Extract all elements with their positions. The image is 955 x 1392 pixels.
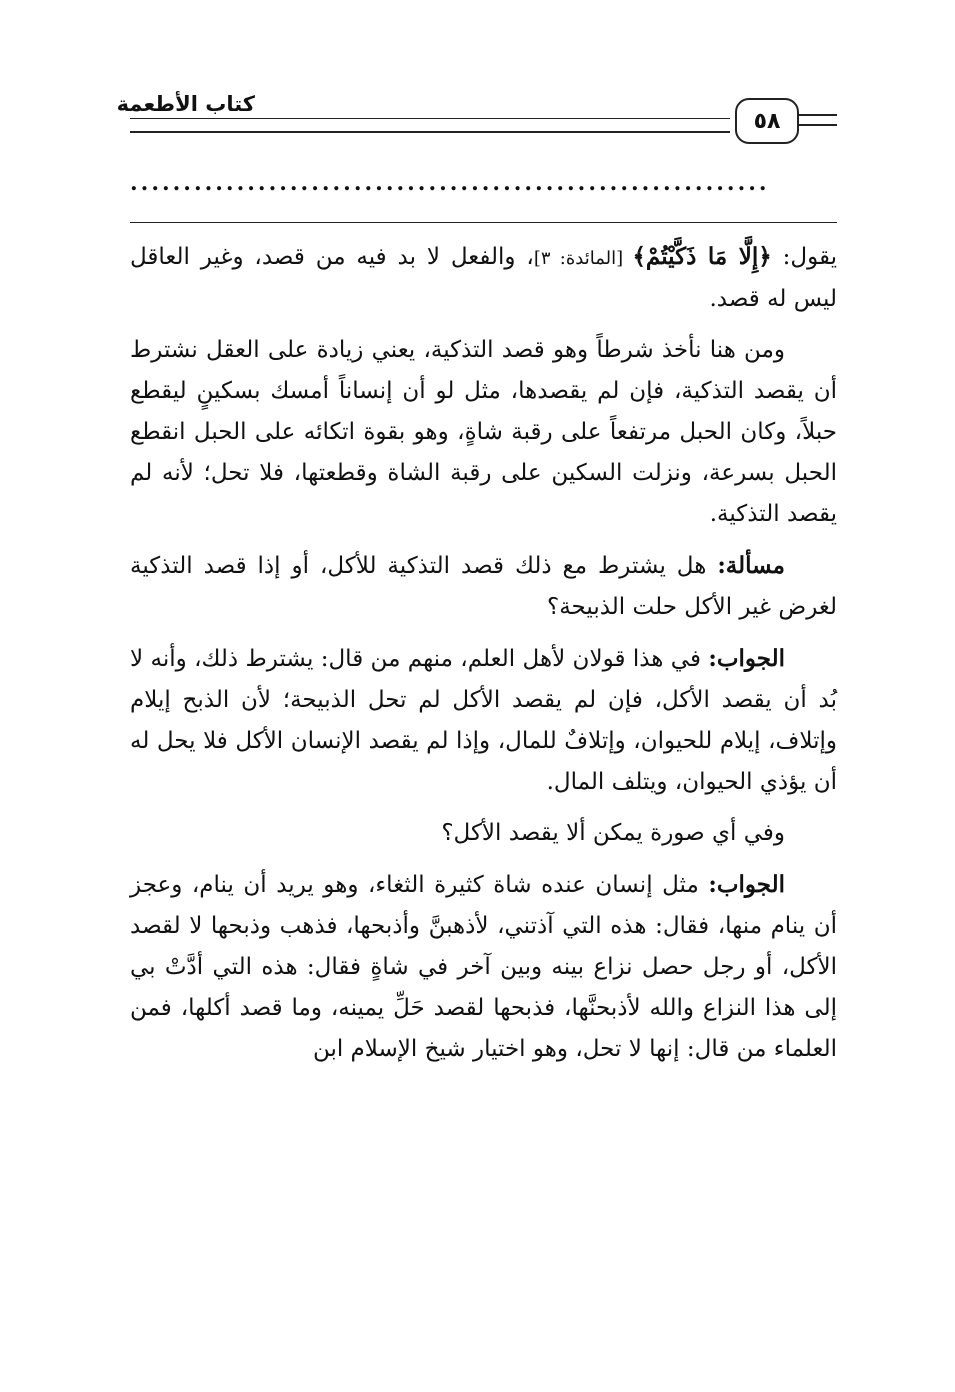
question-label: مسألة:: [717, 552, 785, 579]
answer-label-2: الجواب:: [708, 871, 785, 898]
separator-line: [130, 222, 837, 223]
paragraph-question-2: وفي أي صورة يمكن ألا يقصد الأكل؟: [441, 820, 785, 846]
answer-label: الجواب:: [708, 645, 785, 672]
p1-before: يقول:: [771, 244, 837, 270]
answer-text-2: مثل إنسان عنده شاة كثيرة الثغاء، وهو يريد أن ينام، وعجز أن ينام منها، فقال: هذه التي آذتني، لأذهبنَّ وأذبحها، فذهب وذبحها لا لقصد الأكل، أو رجل حصل نزاع بينه وبين آخر في شاةٍ فقال: هذه التي أدَّتْ بي إلى هذا النزاع والله لأذبحنَّها، فذبحها لقصد حَلِّ يمينه، وما قصد أكلها، فمن العلماء من قال: إنها لا تحل، وهو اختيار شيخ الإسلام ابن: [130, 872, 837, 1062]
answer-text: في هذا قولان لأهل العلم، منهم من قال: يشترط ذلك، وأنه لا بُد أن يقصد الأكل، فإن لم يقصد الأكل لم تحل الذبيحة؛ لأن الذبح إيلام وإتلاف، إيلام للحيوان، وإتلافٌ للمال، وإذا لم يقصد الإنسان الأكل فلا يحل له أن يؤذي الحيوان، ويتلف المال.: [130, 646, 837, 795]
question-text: هل يشترط مع ذلك قصد التذكية للأكل، أو إذا قصد التذكية لغرض غير الأكل حلت الذبيحة؟: [130, 553, 837, 620]
page-header: [0, 0, 955, 240]
page-number: ٥٨: [735, 98, 799, 144]
paragraph-question: [130, 545, 837, 628]
header-rule-thin: [130, 118, 730, 119]
paragraph-answer-2: [130, 864, 837, 1070]
paragraph-2: ومن هنا نأخذ شرطاً وهو قصد التذكية، يعني زيادة على العقل نشترط أن يقصد التذكية، فإن لم يقصدها، مثل لو أن إنساناً أمسك بسكينٍ ليقطع حبلاً، وكان الحبل مرتفعاً على رقبة شاةٍ، وهو بقوة اتكائه على الحبل انقطع الحبل بسرعة، ونزلت السكين على رقبة الشاة وقطعتها، فلا تحل؛ لأنه لم يقصد التذكية.: [130, 337, 837, 527]
header-rule-thick: [130, 131, 730, 133]
paragraph-1: [130, 236, 837, 320]
p1-after: ، والفعل لا بد فيه من قصد، وغير العاقل ليس له قصد.: [130, 244, 837, 312]
dotted-separator: ............................................................: [130, 170, 770, 196]
quran-verse: ﴿إِلَّا مَا ذَكَّيْتُمْ﴾: [632, 243, 772, 270]
paragraph-answer-1: [130, 638, 837, 803]
header-rule-right-bottom: [797, 124, 837, 126]
page-content: [130, 236, 837, 1080]
book-title: كتاب الأطعمة: [116, 92, 255, 116]
header-rule-right-top: [797, 114, 837, 116]
verse-citation: [المائدة: ٣]: [533, 248, 633, 269]
